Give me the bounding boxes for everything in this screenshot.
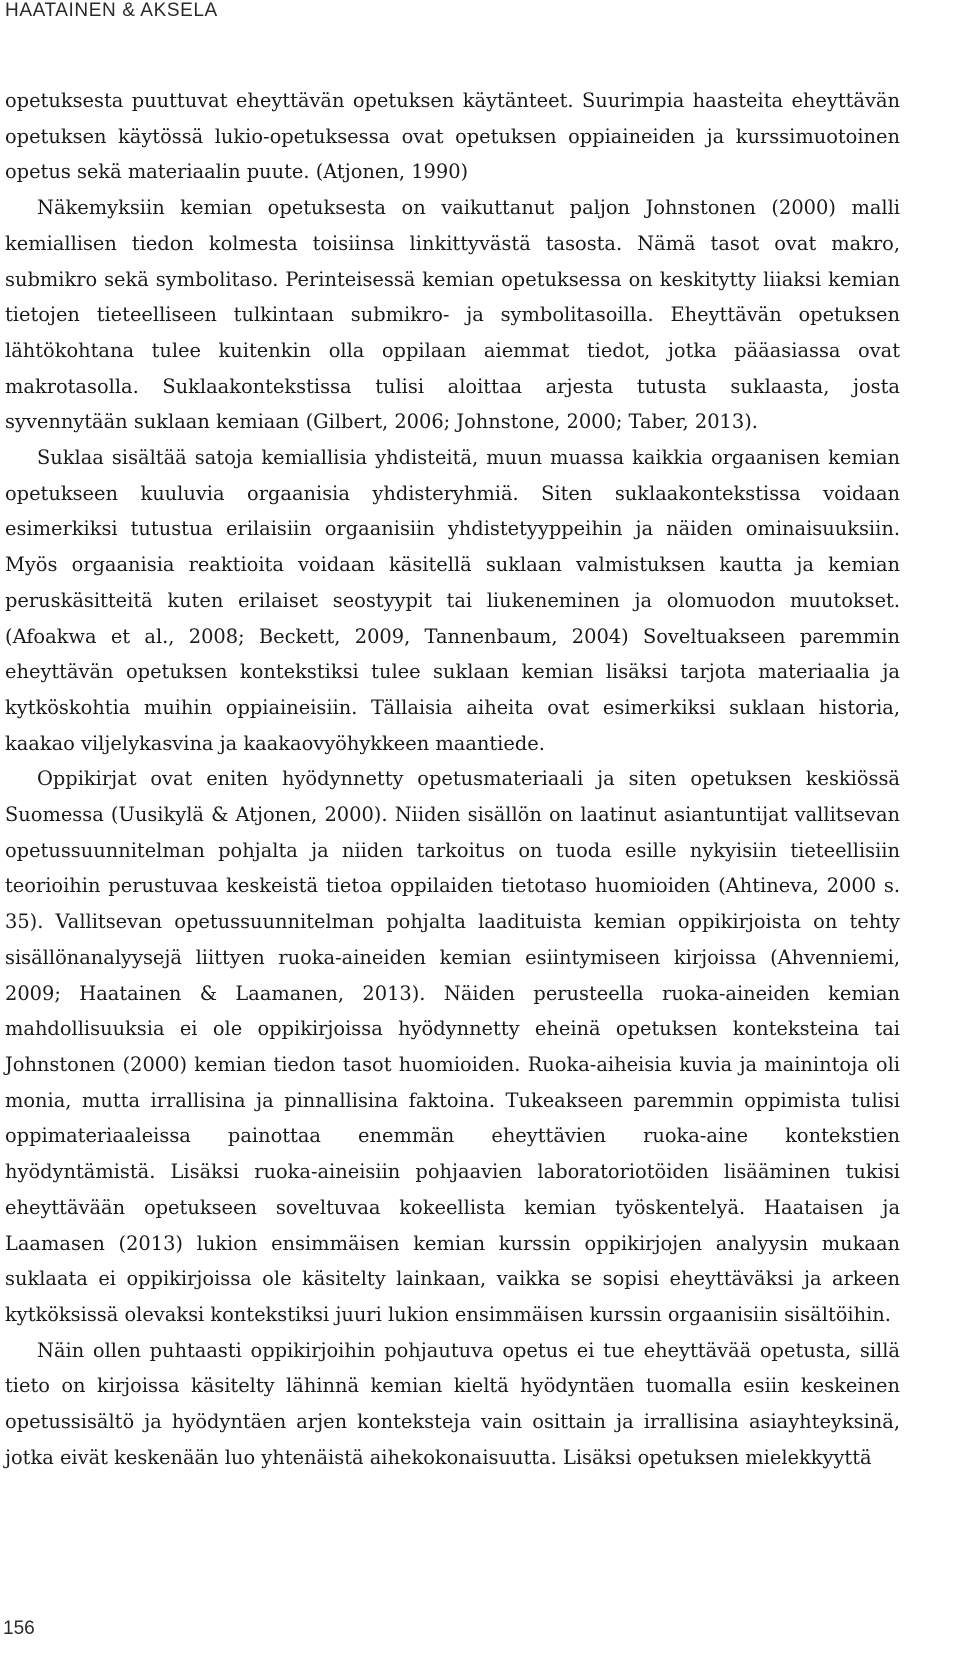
running-head: HAATAINEN & AKSELA [5,0,218,21]
paragraph-continuation: opetuksesta puuttuvat eheyttävän opetuksen käytänteet. Suurimpia haasteita eheyttävän opetuksen käytössä lukio-opetuksessa ovat opetuksen oppiaineiden ja kurssimuotoinen opetus sekä materiaalin puute. (Atjonen, 1990) [5,89,900,184]
body-text [5,83,900,1475]
paragraph-conclusion: Näin ollen puhtaasti oppikirjoihin pohjautuva opetus ei tue eheyttävää opetusta, sillä tieto on kirjoissa käsitelty lähinnä kemian kieltä hyödyntäen tuomalla esiin keskeinen opetussisältö ja hyödyntäen arjen konteksteja vain osittain ja irrallisina asiayhteyksinä, jotka eivät keskenään luo yhtenäistä aihekokonaisuutta. Lisäksi opetuksen mielekkyyttä [5,1338,900,1469]
paragraph-chocolate-chemistry: Suklaa sisältää satoja kemiallisia yhdisteitä, muun muassa kaikkia orgaanisen kemian opetukseen kuuluvia orgaanisia yhdisteryhmiä. Siten suklaakontekstissa voidaan esimerkiksi tutustua erilaisiin orgaanisiin yhdistetyyppeihin ja näiden ominaisuuksiin. Myös orgaanisia reaktioita voidaan käsitellä suklaan valmistuksen kautta ja kemian peruskäsitteitä kuten erilaiset seostyypit tai liukeneminen ja olomuodon muutokset.(Afoakwa et al., 2008; Beckett, 2009, Tannenbaum, 2004) Soveltuakseen paremmin eheyttävän opetuksen kontekstiksi tulee suklaan kemian lisäksi tarjota materiaalia ja kytköskohtia muihin oppiaineisiin. Tällaisia aiheita ovat esimerkiksi suklaan historia, kaakao viljelykasvina ja kaakaovyöhykkeen maantiede. [5,446,900,755]
paragraph-textbooks: Oppikirjat ovat eniten hyödynnetty opetusmateriaali ja siten opetuksen keskiössä Suomessa (Uusikylä & Atjonen, 2000). Niiden sisällön on laatinut asiantuntijat vallitsevan opetussuunnitelman pohjalta ja niiden tarkoitus on tuoda esille nykyisiin tieteellisiin teorioihin perustuvaa keskeistä tietoa oppilaiden tietotaso huomioiden (Ahtineva, 2000 s. 35). Vallitsevan opetussuunnitelman pohjalta laadituista kemian oppikirjoista on tehty sisällönanalyysejä liittyen ruoka-aineiden kemian esiintymiseen kirjoissa (Ahvenniemi, 2009; Haatainen & Laamanen, 2013). Näiden perusteella ruoka-aineiden kemian mahdollisuuksia ei ole oppikirjoissa hyödynnetty eheinä opetuksen konteksteina tai Johnstonen (2000) kemian tiedon tasot huomioiden. Ruoka-aiheisia kuvia ja mainintoja oli monia, mutta irrallisina ja pinnallisina faktoina. Tukeakseen paremmin oppimista tulisi oppimateriaaleissa painottaa enemmän eheyttävien ruoka-aine kontekstien hyödyntämistä. Lisäksi ruoka-aineisiin pohjaavien laboratoriotöiden lisääminen tukisi eheyttävään opetukseen soveltuvaa kokeellista kemian työskentelyä. Haataisen ja Laamasen (2013) lukion ensimmäisen kemian kurssin oppikirjojen analyysin mukaan suklaata ei oppikirjoissa ole käsitelty lainkaan, vaikka se sopisi eheyttäväksi ja arkeen kytköksissä olevaksi kontekstiksi juuri lukion ensimmäisen kurssin orgaanisiin sisältöihin. [5,767,900,1326]
paragraph-johnstone-model: Näkemyksiin kemian opetuksesta on vaikuttanut paljon Johnstonen (2000) malli kemiallisen tiedon kolmesta toisiinsa linkittyvästä tasosta. Nämä tasot ovat makro, submikro sekä symbolitaso. Perinteisessä kemian opetuksessa on keskitytty liiaksi kemian tietojen tieteelliseen tulkintaan submikro- ja symbolitasoilla. Eheyttävän opetuksen lähtökohtana tulee kuitenkin olla oppilaan aiemmat tiedot, jotka pääasiassa ovat makrotasolla. Suklaakontekstissa tulisi aloittaa arjesta tutusta suklaasta, josta syvennytään suklaan kemiaan (Gilbert, 2006; Johnstone, 2000; Taber, 2013). [5,196,900,434]
page-number: 156 [3,1618,35,1639]
